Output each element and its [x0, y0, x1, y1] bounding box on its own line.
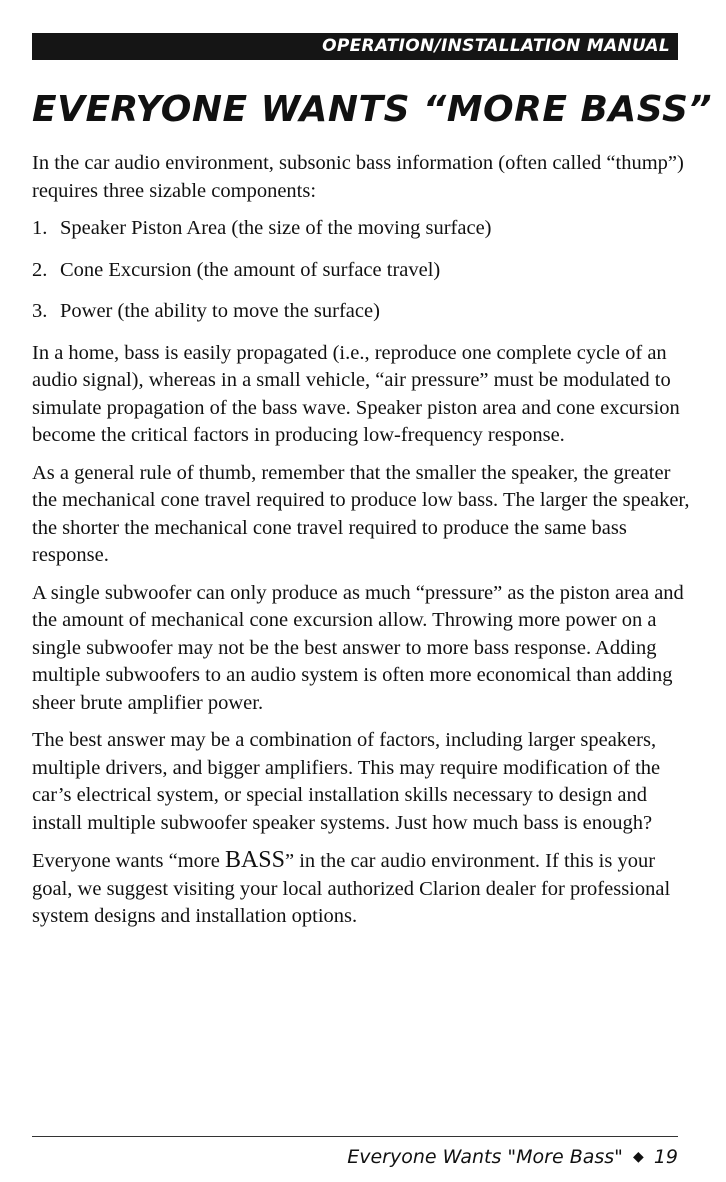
footer-title: Everyone Wants "More Bass" — [347, 1146, 623, 1168]
list-item-text: Cone Excursion (the amount of surface travel) — [60, 258, 441, 281]
closing-post: ” in the car audio environment. If this is your goal, we suggest visiting your local authorized Clarion dealer for professional system designs and installation options. — [32, 850, 671, 927]
paragraph-rule-of-thumb: As a general rule of thumb, remember that the smaller the speaker, the greater the mechanical cone travel required to produce low bass. The larger the speaker, the shorter the mechanical cone travel required to produce the same bass response. — [32, 461, 690, 566]
closing-pre: Everyone wants “more — [32, 850, 225, 872]
footer-divider — [32, 1136, 678, 1137]
paragraph-single-subwoofer: A single subwoofer can only produce as much “pressure” as the piston area and the amount of mechanical cone excursion allow. Throwing more power on a single subwoofer may not be the best answer to more bass response. Adding multiple subwoofers to an audio system is often more economical than adding sheer brute amplifier power. — [32, 581, 684, 714]
body-text — [32, 150, 692, 941]
paragraph-best-answer: The best answer may be a combination of factors, including larger speakers, multiple drivers, and bigger amplifiers. This may require modification of the car’s electrical system, or special installation skills necessary to design and install multiple subwoofer speaker systems. Just how much bass is enough? — [32, 729, 661, 834]
running-header-label: OPERATION/INSTALLATION MANUAL — [322, 36, 670, 56]
page-title: EVERYONE WANTS “MORE BASS” — [32, 89, 713, 130]
closing-emphasis: BASS — [224, 847, 286, 873]
paragraph-closing — [32, 847, 692, 931]
page-footer — [347, 1146, 678, 1168]
component-list — [32, 215, 692, 326]
list-item-number: 1. — [32, 217, 48, 239]
intro-paragraph: In the car audio environment, subsonic bass information (often called “thump”) requires three sizable components: — [32, 152, 684, 202]
list-item — [32, 257, 692, 285]
list-item — [32, 298, 692, 326]
list-item — [32, 215, 692, 243]
diamond-bullet-icon: ◆ — [632, 1149, 644, 1165]
list-item-number: 2. — [32, 258, 48, 281]
paragraph-home-bass: In a home, bass is easily propagated (i.e., reproduce one complete cycle of an audio signal), whereas in a small vehicle, “air pressure” must be modulated to simulate propagation of the bass wave. Speaker piston area and cone excursion become the critical factors in producing low-frequency response. — [32, 341, 680, 446]
list-item-text: Power (the ability to move the surface) — [60, 300, 380, 322]
list-item-text: Speaker Piston Area (the size of the moving surface) — [60, 217, 492, 239]
list-item-number: 3. — [32, 300, 48, 322]
page-number: 19 — [653, 1146, 678, 1168]
running-header — [32, 33, 678, 60]
